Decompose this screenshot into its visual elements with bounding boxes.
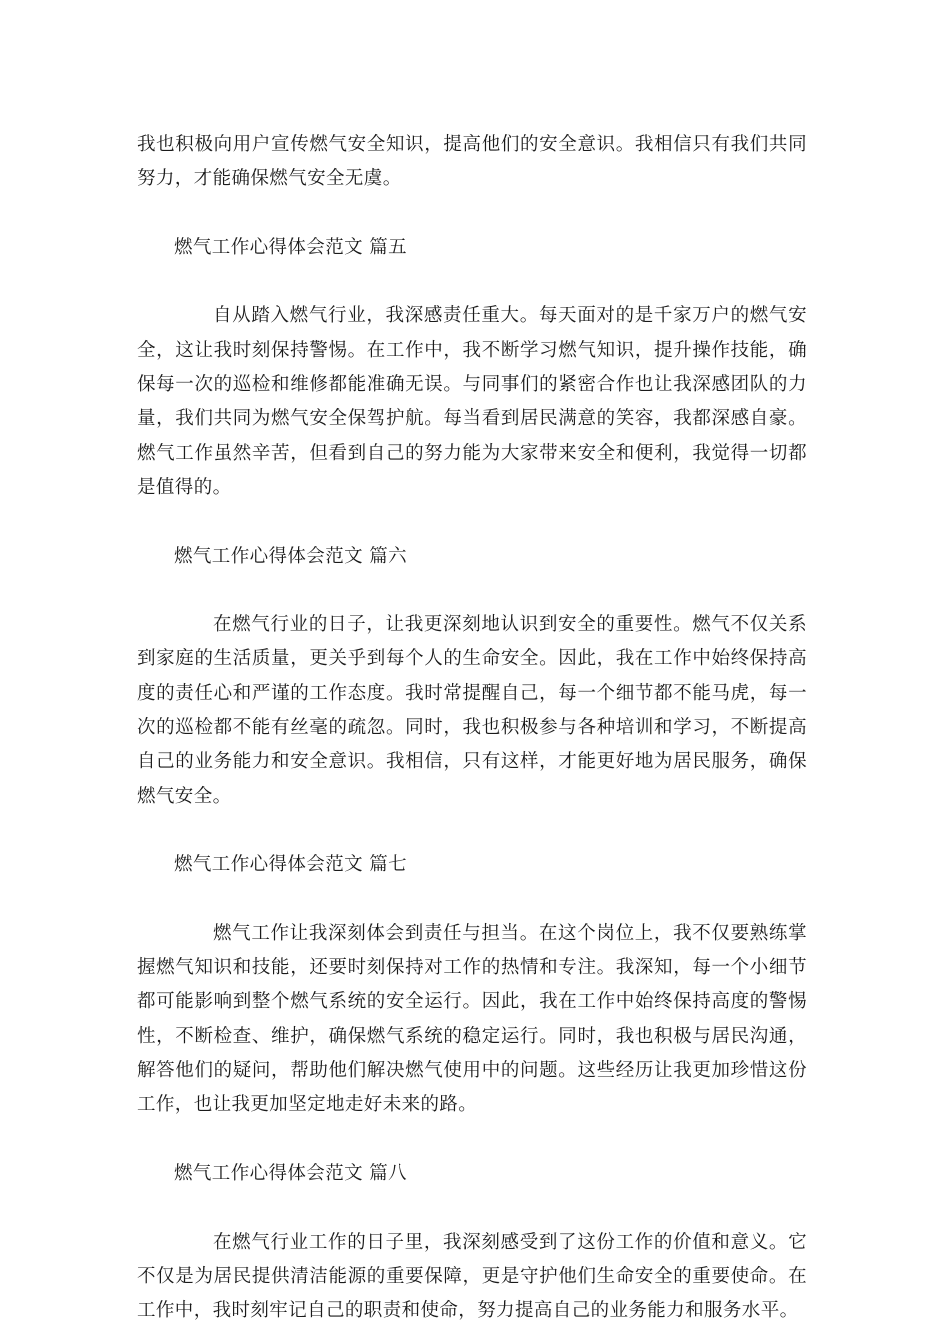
section-heading: 燃气工作心得体会范文 篇八 <box>174 1162 408 1184</box>
spacer <box>137 1123 807 1157</box>
spacer <box>137 197 807 231</box>
section-body: 燃气工作让我深刻体会到责任与担当。在这个岗位上，我不仅要熟练掌握燃气知识和技能，还要时刻保持对工作的热情和专注。我深知，每一个小细节都可能影响到整个燃气系统的安全运行。因此，我在工作中始终保持高度的警惕性，不断检查、维护，确保燃气系统的稳定运行。同时，我也积极与居民沟通，解答他们的疑问，帮助他们解决燃气使用中的问题。这些经历让我更加珍惜这份工作，也让我更加坚定地走好未来的路。 <box>137 922 807 1116</box>
intro-paragraph: 我也积极向用户宣传燃气安全知识，提高他们的安全意识。我相信只有我们共同努力，才能确保燃气安全无虞。 <box>137 134 807 190</box>
section-6 <box>137 540 807 849</box>
section-body: 自从踏入燃气行业，我深感责任重大。每天面对的是千家万户的燃气安全，这让我时刻保持警惕。在工作中，我不断学习燃气知识，提升操作技能，确保每一次的巡检和维修都能准确无误。与同事们的紧密合作也让我深感团队的力量，我们共同为燃气安全保驾护航。每当看到居民满意的笑容，我都深感自豪。燃气工作虽然辛苦，但看到自己的努力能为大家带来安全和便利，我觉得一切都是值得的。 <box>137 305 807 498</box>
section-heading: 燃气工作心得体会范文 篇七 <box>174 854 408 876</box>
spacer <box>137 814 807 848</box>
spacer <box>137 505 807 539</box>
section-5 <box>137 231 807 540</box>
spacer <box>137 1191 807 1225</box>
section-heading: 燃气工作心得体会范文 篇六 <box>174 545 408 567</box>
spacer <box>137 265 807 299</box>
section-heading: 燃气工作心得体会范文 篇五 <box>174 236 408 258</box>
spacer <box>137 574 807 608</box>
document-page <box>137 128 807 1328</box>
section-body: 在燃气行业工作的日子里，我深刻感受到了这份工作的价值和意义。它不仅是为居民提供清洁能源的重要保障，更是守护他们生命安全的重要使命。在工作中，我时刻牢记自己的职责和使命，努力提高自己的业务能力和服务水平。 <box>137 1231 807 1322</box>
spacer <box>137 883 807 917</box>
section-8 <box>137 1157 807 1328</box>
section-body: 在燃气行业的日子，让我更深刻地认识到安全的重要性。燃气不仅关系到家庭的生活质量，更关乎到每个人的生命安全。因此，我在工作中始终保持高度的责任心和严谨的工作态度。我时常提醒自己，每一个细节都不能马虎，每一次的巡检都不能有丝毫的疏忽。同时，我也积极参与各种培训和学习，不断提高自己的业务能力和安全意识。我相信，只有这样，才能更好地为居民服务，确保燃气安全。 <box>137 614 807 807</box>
section-7 <box>137 848 807 1157</box>
